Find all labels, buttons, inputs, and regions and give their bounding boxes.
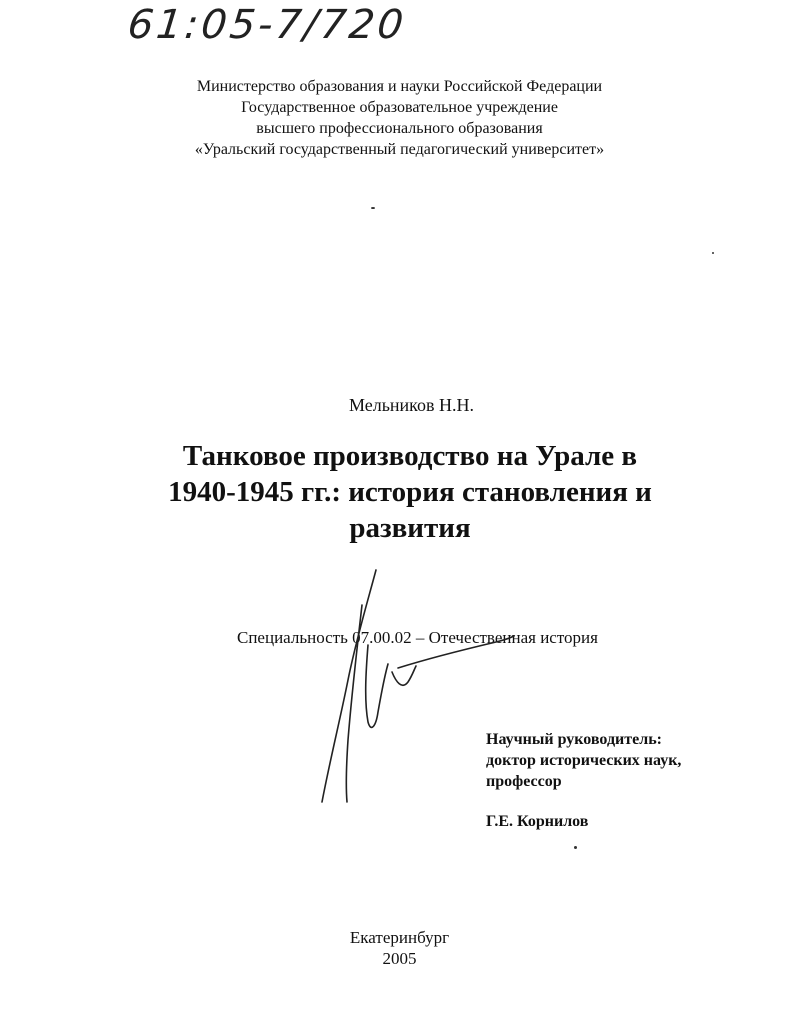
advisor-degree: доктор исторических наук, bbox=[486, 752, 682, 769]
advisor-rank: профессор bbox=[486, 773, 562, 790]
year: 2005 bbox=[382, 949, 417, 968]
signature-stroke bbox=[398, 636, 514, 668]
author-name: Мельников Н.Н. bbox=[348, 395, 475, 415]
specialty-line: Специальность 07.00.02 – Отечественная история bbox=[237, 628, 598, 647]
institution-type-line: Государственное образовательное учреждение bbox=[241, 99, 558, 116]
scan-speck bbox=[712, 252, 714, 254]
scan-speck bbox=[371, 207, 375, 209]
scan-speck bbox=[574, 846, 577, 849]
signature-stroke bbox=[366, 645, 388, 727]
advisor-label: Научный руководитель: bbox=[486, 731, 662, 748]
title-line-3: развития bbox=[349, 512, 471, 544]
signature-stroke bbox=[322, 570, 376, 802]
ministry-line: Министерство образования и науки Российской Федерации bbox=[196, 78, 603, 95]
title-line-1: Танковое производство на Урале в bbox=[182, 440, 638, 472]
university-name: «Уральский государственный педагогический университет» bbox=[194, 141, 605, 158]
advisor-name: Г.Е. Корнилов bbox=[486, 813, 589, 830]
handwritten-catalog-number: 61:05-7/720 bbox=[125, 2, 409, 48]
signature-stroke bbox=[392, 666, 416, 685]
title-line-2: 1940-1945 гг.: история становления и bbox=[168, 476, 652, 508]
signature-stroke bbox=[346, 605, 362, 802]
education-level-line: высшего профессионального образования bbox=[256, 120, 543, 137]
city: Екатеринбург bbox=[349, 928, 450, 947]
